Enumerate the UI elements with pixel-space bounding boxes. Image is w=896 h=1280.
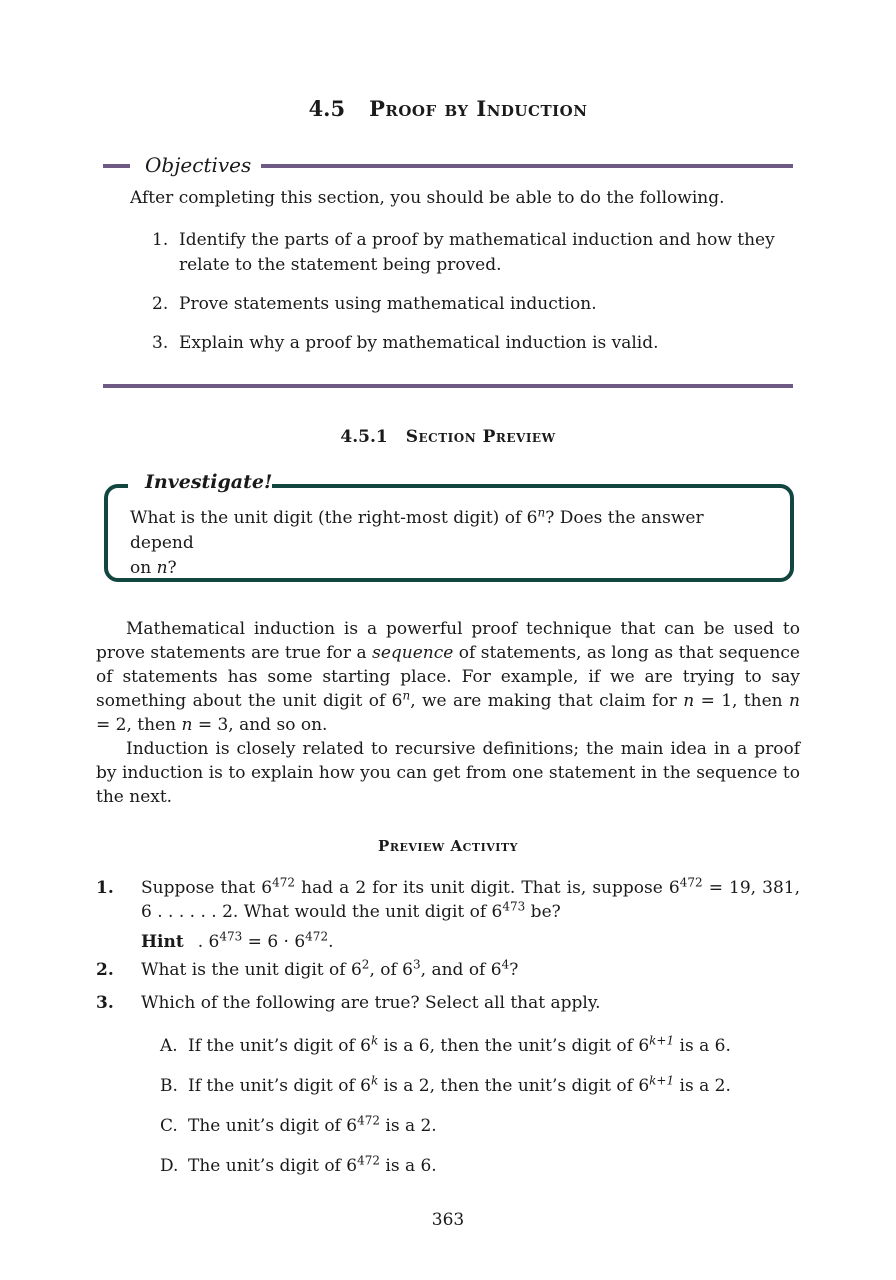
choice-letter: C.: [160, 1116, 178, 1136]
paragraph-recursion: Induction is closely related to recursive definitions; the main idea in a proof by induction is to explain how you can get from one statement in the sequence to the next.: [96, 739, 800, 807]
section-title: Proof by Induction: [369, 96, 588, 121]
subsection-title: Section Preview: [405, 427, 556, 447]
investigate-title: Investigate!: [145, 471, 273, 493]
investigate-text: What is the unit digit (the right-most digit) of 6$^n$? Does the answer depend on n?: [130, 505, 704, 578]
choice-a[interactable]: A. If the unit’s digit of 6$^k$ is a 6, then the unit’s digit of $6^{k+1}$ is a 6.: [160, 1033, 731, 1056]
page-number: 363: [431, 1210, 465, 1230]
objective-text: Identify the parts of a proof by mathematical induction and how they: [179, 230, 775, 250]
activity-question-1: [96, 876, 800, 954]
choice-letter: A.: [160, 1036, 178, 1056]
objective-number: 3.: [152, 333, 169, 353]
objective-text: Explain why a proof by mathematical induction is valid.: [179, 333, 659, 353]
objectives-title: Objectives: [145, 153, 252, 177]
subsection-number: 4.5.1: [340, 427, 388, 447]
objective-item: [152, 228, 792, 278]
objectives-rule-right: [261, 164, 793, 168]
section-heading: [0, 96, 896, 121]
objective-number: 2.: [152, 294, 169, 314]
objectives-intro: After completing this section, you should be able to do the following.: [130, 188, 725, 208]
question-text: Which of the following are true? Select all that apply.: [141, 993, 601, 1013]
section-number: 4.5: [308, 96, 346, 121]
objectives-rule-bottom: [103, 384, 793, 388]
question-number: 2.: [96, 960, 114, 980]
question-text: Suppose that $6^{472}$ had a 2 for its unit digit. That is, suppose $6^{472} = 19$, 381, 6 . . . . . . 2. What would the unit digit of $6^{473}$ be?: [141, 875, 801, 922]
objective-item: [152, 331, 792, 356]
subsection-heading: [0, 427, 896, 447]
choice-d[interactable]: D. The unit’s digit of $6^{472}$ is a 6.: [160, 1153, 437, 1176]
choice-c[interactable]: C. The unit’s digit of $6^{472}$ is a 2.: [160, 1113, 437, 1136]
question-text: What is the unit digit of $6^2$, of $6^3$, and of $6^4$?: [141, 957, 519, 980]
objective-item: [152, 292, 792, 317]
activity-question-2: [96, 958, 800, 982]
objective-number: 1.: [152, 230, 169, 250]
question-hint: Hint . $6^{473} = 6 \cdot 6^{472}$.: [141, 929, 334, 952]
objectives-rule-left: [103, 164, 130, 168]
paragraph-induction-intro: Mathematical induction is a powerful proof technique that can be used to prove statements are true for a sequence of statements, as long as that sequence of statements has some starting place. For example, if we are trying to say something about the unit digit of 6$^n$, we are making that claim for n = 1, then n = 2, then n = 3, and so on.: [96, 619, 800, 735]
question-number: 3.: [96, 993, 114, 1013]
choice-letter: B.: [160, 1076, 178, 1096]
choice-letter: D.: [160, 1156, 179, 1176]
question-number: 1.: [96, 878, 114, 898]
preview-activity-title: Preview Activity: [378, 837, 518, 855]
activity-question-3: [96, 991, 800, 1015]
objective-text: Prove statements using mathematical induction.: [179, 294, 597, 314]
objectives-list: [152, 228, 792, 370]
hint-label: Hint: [141, 932, 184, 952]
objective-text-cont: relate to the statement being proved.: [179, 255, 502, 275]
choice-b[interactable]: B. If the unit’s digit of 6$^k$ is a 2, then the unit’s digit of $6^{k+1}$ is a 2.: [160, 1073, 731, 1096]
